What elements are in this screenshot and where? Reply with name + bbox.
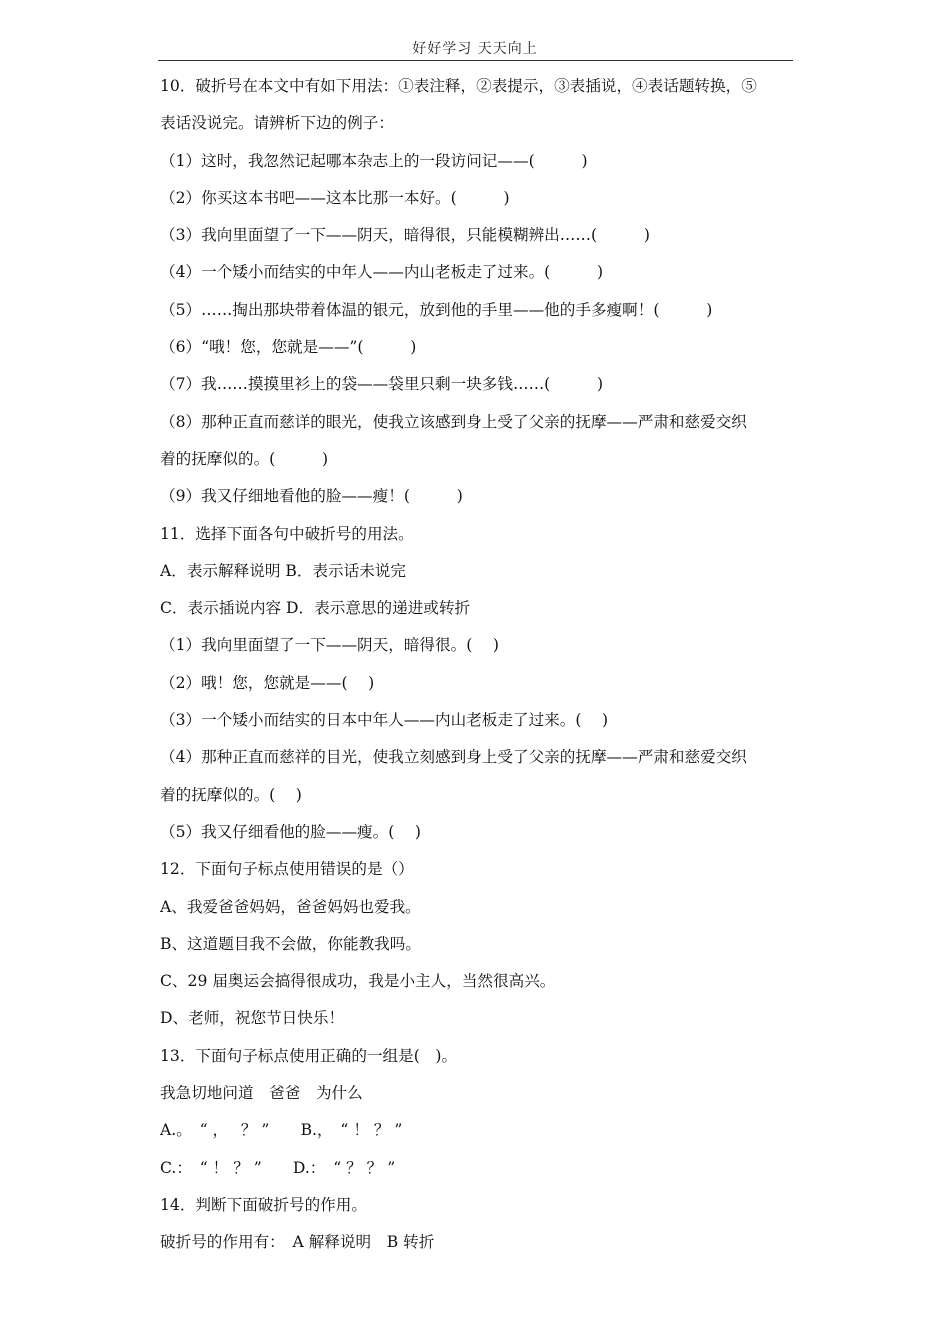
q11-item-1: （1）我向里面望了一下——阴天，暗得很。( ) <box>160 636 499 655</box>
q10-stem-line1: 10．破折号在本文中有如下用法：①表注释，②表提示，③表插说，④表话题转换，⑤ <box>160 77 757 95</box>
q10-item-3: （3）我向里面望了一下——阴天，暗得很，只能模糊辨出……( ) <box>160 226 650 245</box>
q11-options-cd: C．表示插说内容 D．表示意思的递进或转折 <box>160 599 471 618</box>
q12-option-d: D、老师，祝您节日快乐！ <box>160 1009 345 1028</box>
q14-options: 破折号的作用有： A 解释说明 B 转折 <box>160 1233 435 1252</box>
q11-item-4-line2: 着的抚摩似的。( ) <box>160 785 302 804</box>
q11-options-ab: A．表示解释说明 B．表示话未说完 <box>160 561 406 580</box>
q13-sentence: 我急切地问道 爸爸 为什么 <box>160 1084 363 1103</box>
q10-item-2: （2）你买这本书吧——这本比那一本好。( ) <box>160 188 510 207</box>
q10-item-8-line1: （8）那种正直而慈详的眼光，使我立该感到身上受了父亲的抚摩——严肃和慈爱交织 <box>160 412 747 431</box>
q11-stem: 11．选择下面各句中破折号的用法。 <box>160 524 414 543</box>
q10-item-4: （4）一个矮小而结实的中年人——内山老板走了过来。( ) <box>160 263 604 282</box>
q13-stem: 13．下面句子标点使用正确的一组是( )。 <box>160 1046 458 1065</box>
q12-option-c: C、29 届奥运会搞得很成功，我是小主人，当然很高兴。 <box>160 972 556 991</box>
q12-stem: 12．下面句子标点使用错误的是（） <box>160 860 414 879</box>
q14-stem: 14．判断下面破折号的作用。 <box>160 1195 367 1214</box>
q12-option-a: A、我爱爸爸妈妈，爸爸妈妈也爱我。 <box>160 897 421 916</box>
q11-item-4-line1: （4）那种正直而慈祥的目光，使我立刻感到身上受了父亲的抚摩——严肃和慈爱交织 <box>160 748 747 767</box>
q10-item-9: （9）我又仔细地看他的脸——瘦！( ) <box>160 487 463 506</box>
q11-item-2: （2）哦！您，您就是——( ) <box>160 673 375 692</box>
q10-stem-line2: 表话没说完。请辨析下边的例子： <box>160 114 394 133</box>
q12-option-b: B、这道题目我不会做，你能教我吗。 <box>160 934 421 953</box>
q11-item-5: （5）我又仔细看他的脸——瘦。( ) <box>160 822 421 841</box>
q11-item-3: （3）一个矮小而结实的日本中年人——内山老板走了过来。( ) <box>160 711 609 730</box>
q10-item-1: （1）这时，我忽然记起哪本杂志上的一段访问记——( ) <box>160 151 588 170</box>
document-body <box>160 76 800 1270</box>
header-rule <box>158 60 793 61</box>
q10-item-5: （5）……掏出那块带着体温的银元，放到他的手里——他的手多瘦啊！( ) <box>160 300 713 319</box>
q10-item-8-line2: 着的抚摩似的。( ) <box>160 449 329 468</box>
q13-options-ab: A.。 “ ， ？ ” B.， “ ！ ？ ” <box>160 1121 403 1140</box>
q10-item-7: （7）我……摸摸里衫上的袋——袋里只剩一块多钱……( ) <box>160 375 604 394</box>
q10-item-6: （6）“哦！您，您就是——”( ) <box>160 338 417 357</box>
q13-options-cd: C.： “ ！ ？ ” D.： “ ？ ？ ” <box>160 1158 396 1177</box>
header-text: 好好学习 天天向上 <box>412 41 538 57</box>
